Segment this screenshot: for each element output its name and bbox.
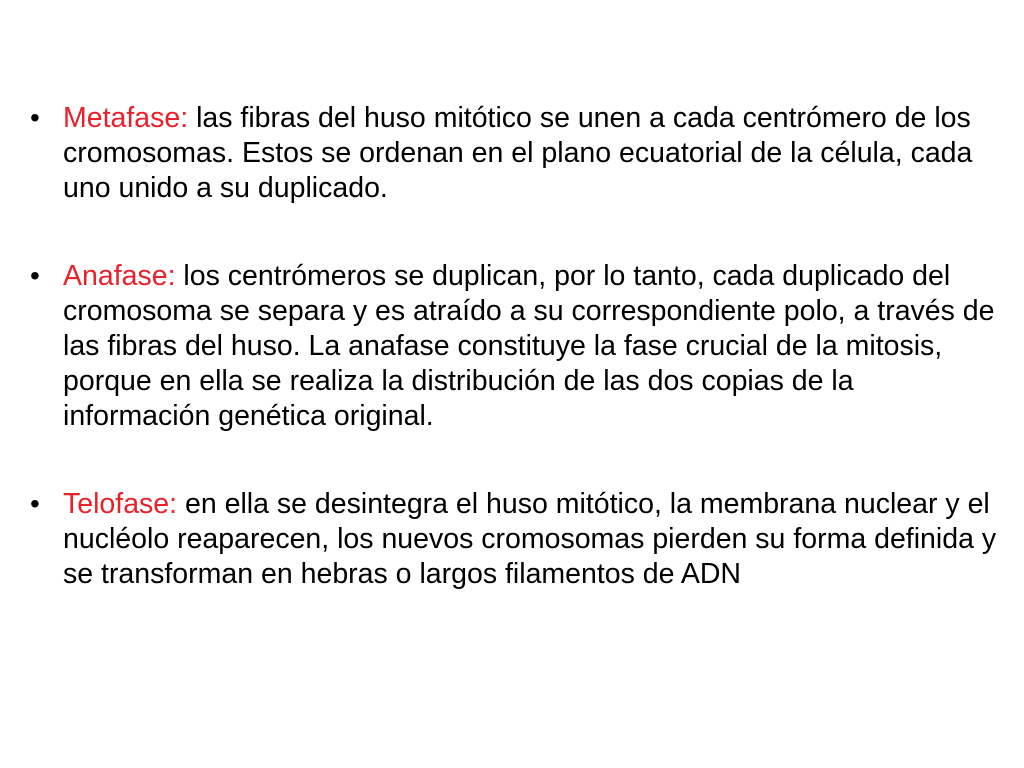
bullet-text bbox=[63, 487, 1003, 591]
term-telofase: Telofase: bbox=[63, 488, 178, 521]
bullet-list bbox=[28, 101, 1003, 646]
bullet-item-anafase bbox=[28, 259, 1003, 433]
bullet-text bbox=[63, 101, 1003, 205]
description-anafase: los centrómeros se duplican, por lo tanto, cada duplicado del cromosoma se separa y es atraído a su correspondiente polo, a través de las fibras del huso. La anafase constituye la fase crucial de la mitosis, porque en ella se realiza la distribución de las dos copias de la información genética original. bbox=[63, 260, 995, 432]
bullet-dot-icon: • bbox=[30, 488, 40, 520]
bullet-item-metafase bbox=[28, 101, 1003, 205]
bullet-text bbox=[63, 259, 1003, 433]
description-metafase: las fibras del huso mitótico se unen a cada centrómero de los cromosomas. Estos se ordenan en el plano ecuatorial de la célula, cada uno unido a su duplicado. bbox=[63, 102, 973, 204]
bullet-dot-icon: • bbox=[30, 102, 40, 133]
term-metafase: Metafase: bbox=[63, 102, 189, 134]
term-anafase: Anafase: bbox=[63, 260, 176, 293]
bullet-item-telofase bbox=[28, 487, 1003, 591]
bullet-dot-icon: • bbox=[30, 260, 40, 292]
description-telofase: en ella se desintegra el huso mitótico, la membrana nuclear y el nucléolo reaparecen, los nuevos cromosomas pierden su forma definida y se transforman en hebras o largos filamentos de ADN bbox=[63, 488, 997, 590]
